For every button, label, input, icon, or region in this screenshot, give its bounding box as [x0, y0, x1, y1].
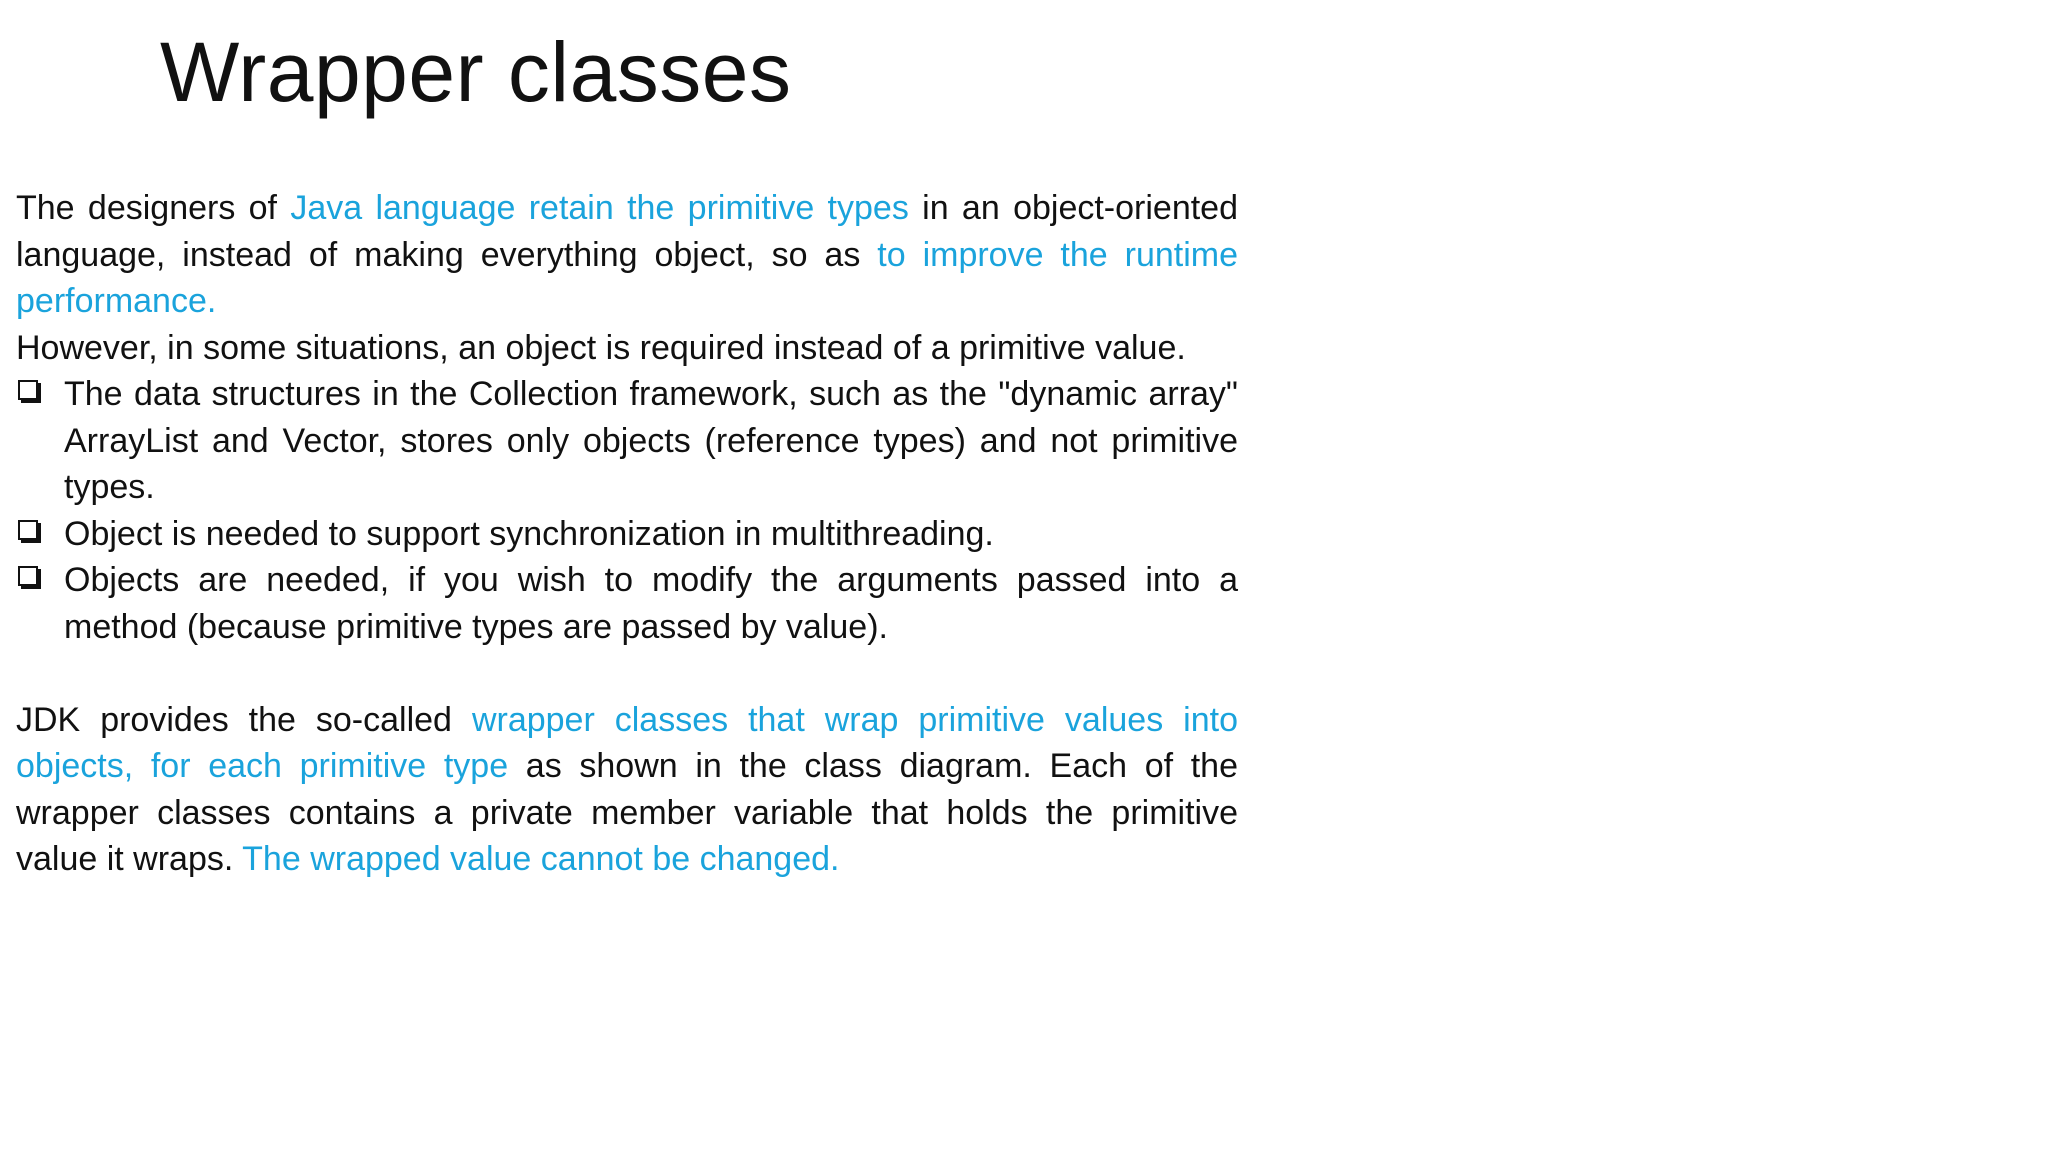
bullet-text: Object is needed to support synchronization in multithreading. [64, 514, 994, 553]
list-item [16, 511, 1238, 558]
list-item [16, 371, 1238, 511]
checkbox-square-icon [18, 566, 38, 586]
slide-body [16, 185, 1238, 883]
situations-paragraph: However, in some situations, an object is required instead of a primitive value. [16, 328, 1186, 367]
bullet-text: Objects are needed, if you wish to modify the arguments passed into a method (because primitive types are passed by value). [64, 561, 1238, 646]
bullet-text: The data structures in the Collection framework, such as the "dynamic array" ArrayList and Vector, stores only objects (reference types) and not primitive types. [64, 375, 1238, 506]
list-item [16, 557, 1238, 650]
intro-text-1: The designers of [16, 189, 291, 227]
jdk-paragraph [16, 697, 1238, 883]
jdk-text-1: JDK provides the so-called [16, 700, 472, 739]
jdk-highlight-1: wrapper classes that wrap primitive values into objects, for each primitive type [16, 700, 1238, 785]
intro-text-2: in an object-oriented language, instead of making everything object, so as [16, 189, 1238, 274]
paragraph-spacer [16, 650, 1238, 697]
bullet-list [16, 371, 1238, 650]
intro-highlight-1: Java language retain the primitive types [290, 189, 909, 227]
checkbox-square-icon [18, 520, 38, 540]
checkbox-square-icon [18, 380, 38, 400]
intro-highlight-2: to improve the runtime performance. [16, 235, 1238, 320]
slide-title: Wrapper classes [160, 25, 792, 119]
intro-paragraph [16, 185, 1238, 325]
jdk-text-2: as shown in the class diagram. Each of the wrapper classes contains a private member variable that holds the primitive value it wraps. [16, 747, 1238, 878]
jdk-highlight-2: The wrapped value cannot be changed. [242, 840, 840, 878]
